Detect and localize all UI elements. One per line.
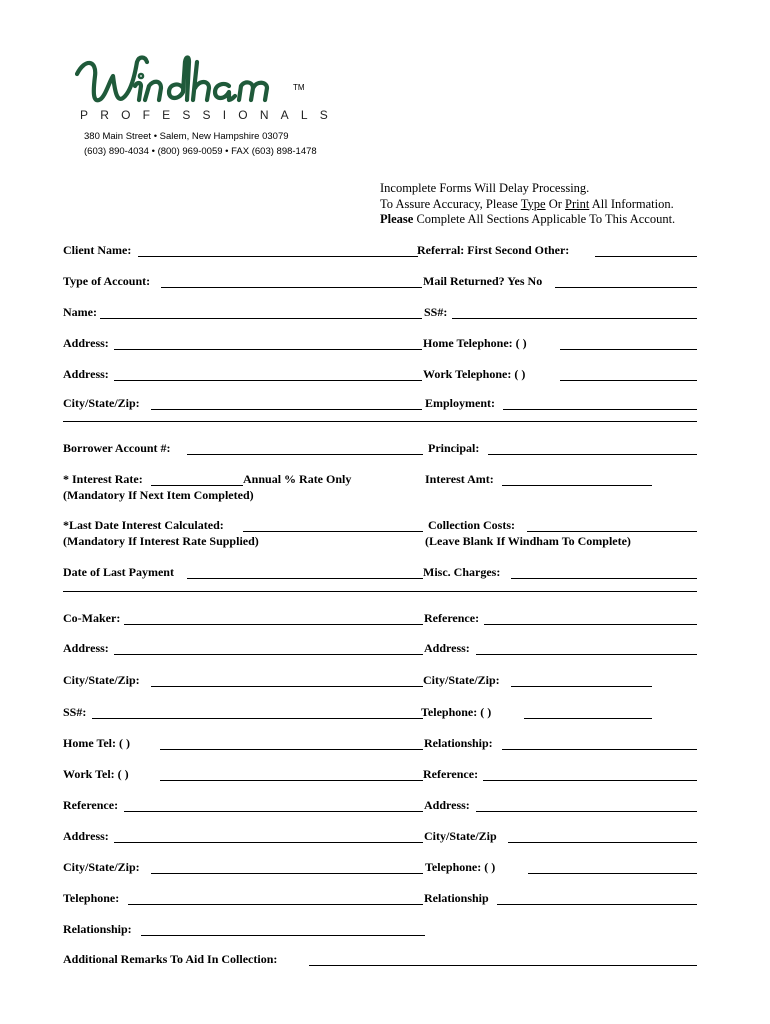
referral-other-field[interactable] xyxy=(595,256,697,257)
relationship-3-label: Relationship: xyxy=(63,922,132,936)
reference-1-address-label: Address: xyxy=(424,641,470,655)
last-date-interest-label: *Last Date Interest Calculated: xyxy=(63,518,224,532)
notice-line-1: Incomplete Forms Will Delay Processing. xyxy=(380,181,590,195)
work-tel-label: Work Tel: ( ) xyxy=(63,767,129,781)
co-maker-city-field[interactable] xyxy=(151,686,423,687)
co-maker-ss-field[interactable] xyxy=(92,718,423,719)
city-state-zip-field[interactable] xyxy=(151,409,422,410)
reference-2-city-field[interactable] xyxy=(508,842,697,843)
city-state-zip-label: City/State/Zip: xyxy=(63,396,140,410)
notice-line-3: Please Complete All Sections Applicable To This Account. xyxy=(380,212,676,226)
mail-returned-field[interactable] xyxy=(555,287,697,288)
reference-2-address-label: Address: xyxy=(424,798,470,812)
professionals-wordmark: PROFESSIONALS xyxy=(80,108,340,122)
type-of-account-label: Type of Account: xyxy=(63,274,151,288)
work-telephone-field[interactable] xyxy=(560,380,697,381)
company-address: 380 Main Street • Salem, New Hampshire 03079 xyxy=(84,131,289,142)
notice-line-2: To Assure Accuracy, Please Type Or Print All Information. xyxy=(380,196,674,211)
address-1-field[interactable] xyxy=(114,349,422,350)
co-maker-label: Co-Maker: xyxy=(63,611,121,625)
borrower-account-field[interactable] xyxy=(187,454,423,455)
work-tel-field[interactable] xyxy=(160,780,423,781)
relationship-3-field[interactable] xyxy=(141,935,425,936)
annual-rate-note: Annual % Rate Only xyxy=(243,472,352,486)
collection-costs-note: (Leave Blank If Windham To Complete) xyxy=(425,534,631,548)
additional-remarks-label: Additional Remarks To Aid In Collection: xyxy=(63,952,278,966)
last-date-interest-field[interactable] xyxy=(243,531,423,532)
company-phone-fax: (603) 890-4034 • (800) 969-0059 • FAX (603) 898-1478 xyxy=(84,146,317,157)
reference-3-city-label: City/State/Zip: xyxy=(63,860,140,874)
borrower-account-label: Borrower Account #: xyxy=(63,441,171,455)
relationship-2-field[interactable] xyxy=(497,904,697,905)
interest-amt-label: Interest Amt: xyxy=(425,472,494,486)
home-telephone-label: Home Telephone: ( ) xyxy=(423,336,527,350)
misc-charges-label: Misc. Charges: xyxy=(423,565,501,579)
date-last-payment-label: Date of Last Payment xyxy=(63,565,174,579)
home-tel-label: Home Tel: ( ) xyxy=(63,736,130,750)
co-maker-field[interactable] xyxy=(124,624,423,625)
reference-2-telephone-field[interactable] xyxy=(528,873,697,874)
misc-charges-field[interactable] xyxy=(511,578,697,579)
employment-field[interactable] xyxy=(503,409,697,410)
reference-1-city-field[interactable] xyxy=(511,686,652,687)
reference-3-label: Reference: xyxy=(63,798,119,812)
relationship-1-field[interactable] xyxy=(502,749,697,750)
last-date-mandatory-note: (Mandatory If Interest Rate Supplied) xyxy=(63,534,259,548)
ss-label: SS#: xyxy=(424,305,448,319)
interest-rate-field[interactable] xyxy=(151,485,243,486)
interest-amt-field[interactable] xyxy=(502,485,652,486)
section-divider xyxy=(63,591,697,592)
reference-1-label: Reference: xyxy=(424,611,480,625)
reference-1-address-field[interactable] xyxy=(476,654,697,655)
reference-1-city-label: City/State/Zip: xyxy=(423,673,500,687)
principal-label: Principal: xyxy=(428,441,480,455)
address-2-field[interactable] xyxy=(114,380,422,381)
type-of-account-field[interactable] xyxy=(161,287,422,288)
reference-3-address-label: Address: xyxy=(63,829,109,843)
reference-2-city-label: City/State/Zip xyxy=(424,829,497,843)
home-telephone-field[interactable] xyxy=(560,349,697,350)
reference-3-telephone-label: Telephone: xyxy=(63,891,120,905)
co-maker-ss-label: SS#: xyxy=(63,705,87,719)
interest-mandatory-note: (Mandatory If Next Item Completed) xyxy=(63,488,254,502)
name-label: Name: xyxy=(63,305,97,319)
referral-label: Referral: First Second Other: xyxy=(417,243,570,257)
name-field[interactable] xyxy=(100,318,422,319)
mail-returned-label: Mail Returned? Yes No xyxy=(423,274,543,288)
reference-1-telephone-field[interactable] xyxy=(524,718,652,719)
address-2-label: Address: xyxy=(63,367,109,381)
collection-costs-label: Collection Costs: xyxy=(428,518,515,532)
section-divider xyxy=(63,421,697,422)
collection-costs-field[interactable] xyxy=(527,531,697,532)
co-maker-address-field[interactable] xyxy=(114,654,423,655)
home-tel-field[interactable] xyxy=(160,749,423,750)
reference-3-address-field[interactable] xyxy=(114,842,423,843)
client-name-field[interactable] xyxy=(138,256,418,257)
principal-field[interactable] xyxy=(488,454,697,455)
reference-1-telephone-label: Telephone: ( ) xyxy=(421,705,492,719)
additional-remarks-field[interactable] xyxy=(309,965,697,966)
instructions-notice xyxy=(380,181,675,228)
work-telephone-label: Work Telephone: ( ) xyxy=(423,367,526,381)
date-last-payment-field[interactable] xyxy=(187,578,423,579)
relationship-2-label: Relationship xyxy=(424,891,489,905)
reference-1-field[interactable] xyxy=(484,624,697,625)
client-name-label: Client Name: xyxy=(63,243,132,257)
interest-rate-label: * Interest Rate: xyxy=(63,472,143,486)
reference-2-telephone-label: Telephone: ( ) xyxy=(425,860,496,874)
reference-3-telephone-field[interactable] xyxy=(128,904,423,905)
reference-2-field[interactable] xyxy=(483,780,697,781)
reference-3-city-field[interactable] xyxy=(151,873,423,874)
relationship-1-label: Relationship: xyxy=(424,736,493,750)
ss-field[interactable] xyxy=(452,318,697,319)
reference-2-label: Reference: xyxy=(423,767,479,781)
co-maker-address-label: Address: xyxy=(63,641,109,655)
co-maker-city-label: City/State/Zip: xyxy=(63,673,140,687)
reference-2-address-field[interactable] xyxy=(476,811,697,812)
reference-3-field[interactable] xyxy=(124,811,423,812)
address-1-label: Address: xyxy=(63,336,109,350)
employment-label: Employment: xyxy=(425,396,495,410)
trademark-symbol: TM xyxy=(293,83,305,92)
windham-logo xyxy=(75,52,315,112)
